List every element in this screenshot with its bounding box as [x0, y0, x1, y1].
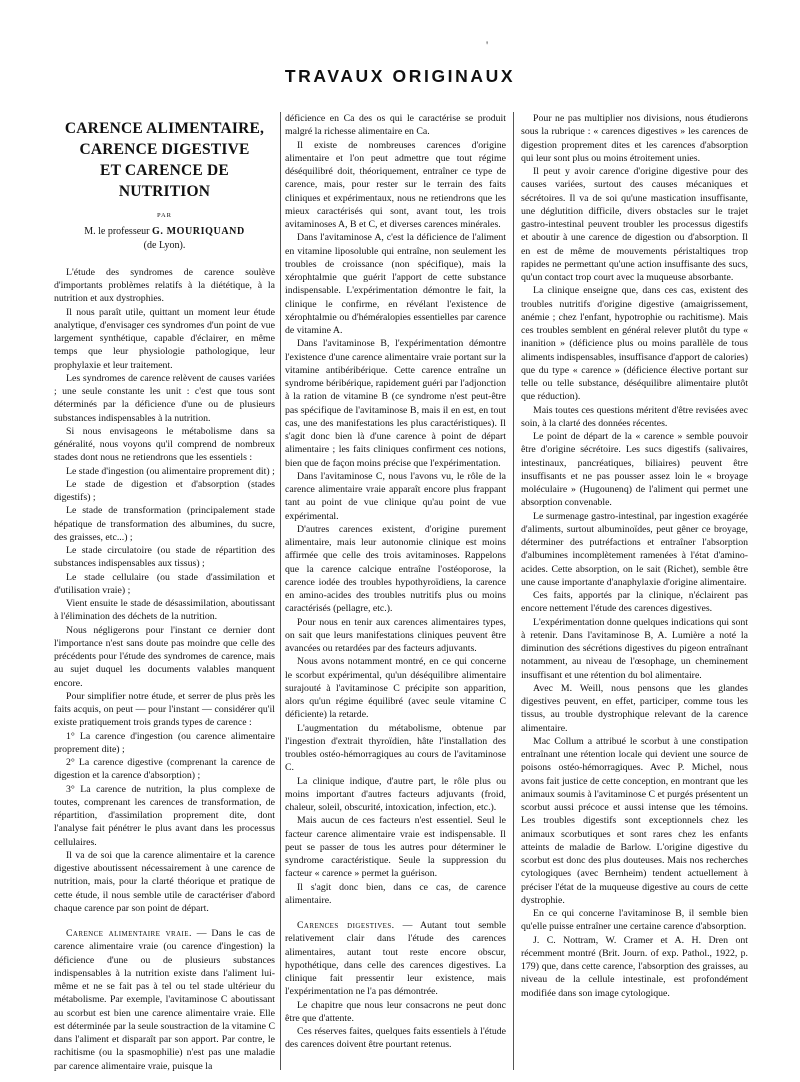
paragraph: Pour simplifier notre étude, et serrer de plus près les faits acquis, on peut — pour l'instant — considérer qu'il existe pratiquement trois grands types de carence : — [54, 690, 275, 729]
paragraph: déficience en Ca des os qui le caractérise se produit malgré la richesse alimentaire en Ca. — [285, 113, 506, 138]
paragraph: Pour ne pas multiplier nos divisions, nous étudierons sous la rubrique : « carences digestives » les carences de digestion proprement dites et les carences d'absorption qui leur sont plus ou moins étroitement unies. — [521, 113, 748, 164]
section-paragraph — [54, 927, 275, 1073]
paragraph: Il existe de nombreuses carences d'origine alimentaire et l'on peut admettre que tout régime déséquilibré doit, théoriquement, entraîner ce type de carence, mais, pour rester sur le terrain des faits cliniques et expérimentaux, nous ne retiendrons que les mieux caractérisés qui sont, avant tout, les trois avitaminoses A, B et C, et diverses carences minérales. — [285, 139, 506, 230]
paragraph: Mais toutes ces questions méritent d'être revisées avec soin, à la clarté des données récentes. — [521, 404, 748, 429]
paragraph: D'autres carences existent, d'origine purement alimentaire, mais leur autonomie clinique est moins affirmée que celle des trois avitaminoses. Rappelons que la carence calcique entraîne l'ostéoporose, la carence iodée des troubles hypothyroïdiens, la carence en amino-acides des troubles nutritifs plus ou moins caractérisés (pellagre, etc.). — [285, 523, 506, 615]
paragraph: J. C. Nottram, W. Cramer et A. H. Dren ont récemment montré (Brit. Journ. of exp. Pathol., 1922, p. 179) que, dans cette carence, l'absorption des graisses, au niveau de la cellule intestinale, est profondément modifiée dans son image cytologique. — [521, 934, 748, 999]
column-1 — [54, 112, 275, 1073]
section-heading: Carences digestives. — [297, 920, 395, 931]
paragraph: Nous négligerons pour l'instant ce dernier dont l'importance n'est sans doute pas moindre que celle des précédents pour l'étude des syndromes de carence, mais au sujet duquel les documents valables manquent encore. — [54, 624, 275, 689]
column-1-body — [54, 266, 275, 1073]
title-line: CARENCE ALIMENTAIRE, — [64, 120, 265, 137]
paragraph: Le stade cellulaire (ou stade d'assimilation et d'utilisation vraie) ; — [54, 571, 275, 596]
paragraph: 1° La carence d'ingestion (ou carence alimentaire proprement dite) ; — [54, 730, 275, 755]
author-location: (de Lyon). — [143, 239, 186, 251]
paragraph: Il va de soi que la carence alimentaire et la carence digestive aboutissent nécessairement à une carence de nutrition, mais, pour la clarté théorique et pratique de cette étude, il nous semble utile de caractériser d'abord chaque carence par son point de départ. — [54, 849, 275, 914]
paragraph: Avec M. Weill, nous pensons que les glandes digestives peuvent, en effet, participer, comme tous les tissus, au trouble dystrophique relevant de la carence alimentaire. — [521, 682, 748, 734]
paragraph: L'expérimentation donne quelques indications qui sont à retenir. Dans l'avitaminose B, A. Lumière a noté la diminution des sécrétions digestives du pigeon entraînant notamment, au niveau de l'œsophage, un cheminement insuffisant et une rétention du bol alimentaire. — [521, 616, 748, 681]
paragraph: Il peut y avoir carence d'origine digestive pour des causes variées, surtout des causes mécaniques et sécrétoires. Il va de soi qu'une mastication insuffisante, une déglutition difficile, divers obstacles sur le trajet gastro-intestinal peuvent troubler les processus digestifs et aboutir à une carence de digestion ou d'absorption. Il en est de même de mouvements péristaltiques trop rapides ne permettant qu'une action insuffisante des sucs, qu'un contact trop court avec la muqueuse absorbante. — [521, 166, 748, 283]
author — [54, 225, 275, 238]
paragraph: En ce qui concerne l'avitaminose B, il semble bien qu'elle puisse entraîner une certaine carence d'absorption. — [521, 908, 748, 933]
section-heading: Carence alimentaire vraie. — [66, 928, 192, 939]
paragraph: 2° La carence digestive (comprenant la carence de digestion et la carence d'absorption) ; — [54, 757, 275, 782]
article-title — [54, 118, 275, 202]
title-line: ET CARENCE DE NUTRITION — [100, 162, 229, 200]
paragraph: Le stade de transformation (principalement stade hépatique de transformation des albumines, du sucre, des graisses, etc...) ; — [54, 505, 275, 543]
paragraph: Nous avons notamment montré, en ce qui concerne le scorbut expérimental, qu'un déséquilibre alimentaire surajouté à l'avitaminose C précipite son apparition, alors qu'un régime équilibré (avec seule vitamine C déficiente) la retarde. — [285, 656, 506, 721]
author-prefix: M. le professeur — [84, 226, 150, 238]
column-rule-2 — [513, 112, 514, 1070]
paragraph: Le stade circulatoire (ou stade de répartition des substances indispensables aux tissus) ; — [54, 545, 275, 570]
paragraph: Si nous envisageons le métabolisme dans sa généralité, nous voyons qu'il comprend de nombreux stades dont nous ne retiendrons que les essentiels : — [54, 425, 275, 464]
paragraph: Mac Collum a attribué le scorbut à une constipation entraînant une rétention locale qui devient une source de poisons ostéo-hémorragiques. Avec P. Michel, nous avons fait justice de cette conception, en montrant que les animaux soumis à l'avitaminose C et purgés présentent un scorbut aussi précoce et aussi intense que les témoins. Les troubles digestifs sont exceptionnels chez les animaux scorbutiques et sont rares chez les enfants atteints de maladie de Barlow. L'origine digestive du scorbut est donc des plus douteuses. Mais nos recherches cytologiques (avec Bernheim) tendent actuellement à préciser l'état de la muqueuse digestive au cours de cette dystrophie. — [521, 735, 748, 906]
column-rule-1 — [280, 112, 281, 1070]
paragraph: L'augmentation du métabolisme, obtenue par l'ingestion d'extrait thyroïdien, hâte l'installation des troubles ostéo-hémorragiques au cours de l'avitaminose C. — [285, 722, 506, 774]
section-header: TRAVAUX ORIGINAUX — [284, 66, 516, 86]
paragraph: Il s'agit donc bien, dans ce cas, de carence alimentaire. — [285, 881, 506, 906]
paragraph: L'étude des syndromes de carence soulève d'importants problèmes relatifs à la diététique, à la nutrition et aux dystrophies. — [54, 266, 275, 305]
paragraph: La clinique enseigne que, dans ces cas, existent des troubles nutritifs d'origine digestive (amaigrissement, anémie ; chez l'enfant, hypotrophie ou rachitisme). Mais ces troubles semblent en général relever plutôt du type « inanition » (déficience plus ou moins parallèle de tous aliments indispensables, insuffisance d'apport de calories) que du type « carence » (déficience élective portant sur telle ou telle substance, déséquilibre alimentaire plutôt que réduction). — [521, 285, 748, 403]
paragraph: Le surmenage gastro-intestinal, par ingestion exagérée d'aliments, surtout albuminoïdes, peut gêner ce broyage, déterminer des putréfactions et entraîner l'absorption d'albumines incomplètement ramenées à l'état d'amino-acides. Cette absorption, on le sait (Richet), semble être une cause importante d'anaphylaxie d'origine alimentaire. — [521, 510, 748, 588]
paragraph: Mais aucun de ces facteurs n'est essentiel. Seul le facteur carence alimentaire vraie est indispensable. Il peut se passer de tous les autres pour déterminer le syndrome caractéristique. Seule la suppression du facteur « carence » permet la guérison. — [285, 815, 506, 880]
paragraph: Il nous paraît utile, quittant un moment leur étude analytique, d'envisager ces syndromes d'un point de vue largement synthétique, capable d'éclairer, en même temps que leur physiologie pathologique, leur prophylaxie et leur traitement. — [54, 306, 275, 371]
paragraph: Dans l'avitaminose B, l'expérimentation démontre l'existence d'une carence alimentaire vraie portant sur la vitamine antibéribérique. Cette carence entraîne un syndrome béribérique, rapidement guéri par l'adjonction à la ration de vitamine B (ce syndrome n'est peut-être pas spécifique de l'avitaminose B, mais il en est, en tout cas, une des manifestations les plus caractéristiques). Il s'agit donc bien là d'une carence à point de départ alimentaire ; les faits cliniques confirment ces notions, bien que de façon moins précise que l'expérimentation. — [285, 338, 506, 469]
paragraph: Vient ensuite le stade de désassimilation, aboutissant à l'élimination des déchets de la nutrition. — [54, 598, 275, 623]
column-3 — [521, 112, 748, 1000]
section-text: — Dans le cas de carence alimentaire vraie (ou carence d'ingestion) la déficience d'une ou de plusieurs substances indispensables à la nutrition existe dans l'aliment lui-même et ne se fait pas à tel ou tel stade ultérieur du métabolisme. Par exemple, l'avitaminose C aboutissant au scorbut est bien une carence alimentaire vraie. Elle est déterminée par la seule soustraction de la vitamine C dans l'aliment et disparaît par son apport. Par contre, le rachitisme (ou la spasmophilie) n'est pas une maladie par carence alimentaire vraie, puisque la — [54, 928, 275, 1072]
paragraph: Le stade d'ingestion (ou alimentaire proprement dit) ; — [66, 465, 275, 477]
paragraph: Le stade de digestion et d'absorption (stades digestifs) ; — [54, 478, 275, 503]
paragraph: 3° La carence de nutrition, la plus complexe de toutes, comprenant les carences de transformation, de répartition, d'assimilation proprement dite, dont l'analyse fait pénétrer le plus avant dans les processus cellulaires. — [54, 783, 275, 848]
margin-mark: ' — [486, 38, 489, 52]
paragraph: Dans l'avitaminose C, nous l'avons vu, le rôle de la carence alimentaire vraie apparaît encore plus frappant tant au point de vue clinique qu'au point de vue expérimental. — [285, 470, 506, 522]
paragraph: Dans l'avitaminose A, c'est la déficience de l'aliment en vitamine liposoluble qui entraîne, non seulement les troubles de croissance (non spécifique), mais la xérophtalmie que guérit l'apport de cette substance indispensable. L'expérimentation démontre le fait, la clinique le confirme, en révélant l'existence de xérophtalmie ou d'héméralopies essentielles par carence de vitamine A. — [285, 232, 506, 336]
paragraph: Le chapitre que nous leur consacrons ne peut donc être que d'attente. — [285, 999, 506, 1024]
section-text: — Autant tout semble relativement clair dans l'étude des carences alimentaires, autant tout reste encore obscur, hypothétique, dans celle des carences digestives. La clinique fait pressentir leur existence, mais l'expérimentation ne l'a pas démontrée. — [285, 920, 506, 998]
paragraph: Les syndromes de carence relèvent de causes variées ; une seule constante les unit : c'est que tous sont déterminés par la déficience d'une ou de plusieurs substances indispensables à la nutrition. — [54, 372, 275, 424]
paragraph: Ces faits, apportés par la clinique, n'éclairent pas encore nettement l'étude des carences digestives. — [521, 590, 748, 615]
author-name: G. MOURIQUAND — [151, 226, 245, 238]
column-2 — [285, 112, 506, 1052]
by-line: PAR — [156, 212, 173, 219]
paragraph: La clinique indique, d'autre part, le rôle plus ou moins important d'autres facteurs adjuvants (froid, chaleur, soleil, obscurité, intoxication, infection, etc.). — [285, 775, 506, 813]
paragraph: Pour nous en tenir aux carences alimentaires types, on sait que leurs manifestations cliniques peuvent être avancées ou retardées par des facteurs adjuvants. — [285, 616, 506, 654]
title-line: CARENCE DIGESTIVE — [79, 141, 250, 158]
section-paragraph — [285, 919, 506, 999]
paragraph: Le point de départ de la « carence » semble pouvoir être d'origine sécrétoire. Les sucs digestifs (salivaires, intestinaux, pancréatiques, biliaires) peuvent être insuffisants et ne pas pousser assez loin le « broyage moléculaire » (Hugounenq) de l'aliment qui permet une absorption convenable. — [521, 431, 748, 509]
paragraph: Ces réserves faites, quelques faits essentiels à l'étude des carences doivent être pourtant retenus. — [285, 1026, 506, 1051]
